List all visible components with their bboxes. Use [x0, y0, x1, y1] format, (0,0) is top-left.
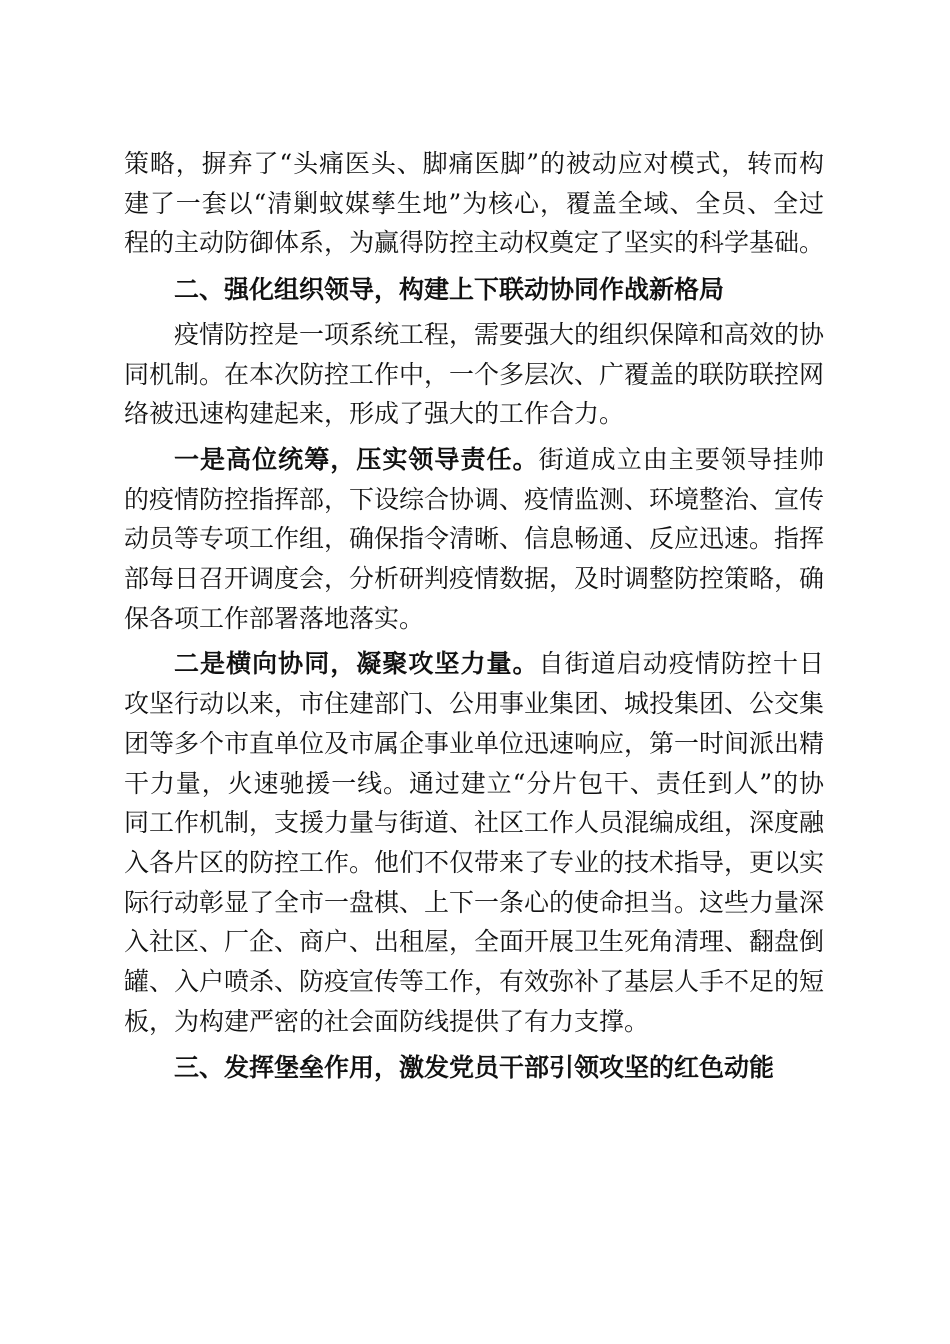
- paragraph-body-2: 自街道启动疫情防控十日攻坚行动以来，市住建部门、公用事业集团、城投集团、公交集团等多个市直单位及市属企事业单位迅速响应，第一时间派出精干力量，火速驰援一线。通过建立“分片包干、责任到人”的协同工作机制，支援力量与街道、社区工作人员混编成组，深度融入各片区的防控工作。他们不仅带来了专业的技术指导，更以实际行动彰显了全市一盘棋、上下一条心的使命担当。这些力量深入社区、厂企、商户、出租屋，全面开展卫生死角清理、翻盘倒罐、入户喷杀、防疫宣传等工作，有效弥补了基层人手不足的短板，为构建严密的社会面防线提供了有力支撑。: [124, 649, 825, 1036]
- paragraph-strategy: 策略，摒弃了“头痛医头、脚痛医脚”的被动应对模式，转而构建了一套以“清剿蚊媒孳生地”为核心，覆盖全域、全员、全过程的主动防御体系，为赢得防控主动权奠定了坚实的科学基础。: [124, 149, 825, 258]
- paragraph-body-1: 街道成立由主要领导挂帅的疫情防控指挥部，下设综合协调、疫情监测、环境整治、宣传动员等专项工作组，确保指令清晰、信息畅通、反应迅速。指挥部每日召开调度会，分析研判疫情数据，及时调整防控策略，确保各项工作部署落地落实。: [124, 444, 825, 633]
- paragraph-horizontal-cooperation: [124, 644, 824, 1041]
- paragraph-epidemic-control: 疫情防控是一项系统工程，需要强大的组织保障和高效的协同机制。在本次防控工作中，一个多层次、广覆盖的联防联控网络被迅速构建起来，形成了强大的工作合力。: [124, 319, 825, 429]
- paragraph-lead-1: 一是高位统筹，压实领导责任。: [174, 444, 539, 474]
- document-body: [124, 144, 824, 1093]
- paragraph-high-level-coordination: [124, 440, 824, 639]
- paragraph-lead-2: 二是横向协同，凝聚攻坚力量。: [174, 649, 539, 679]
- section-heading-3: 三、发挥堡垒作用，激发党员干部引领攻坚的红色动能: [174, 1053, 775, 1083]
- section-heading-2: 二、强化组织领导，构建上下联动协同作战新格局: [174, 275, 725, 305]
